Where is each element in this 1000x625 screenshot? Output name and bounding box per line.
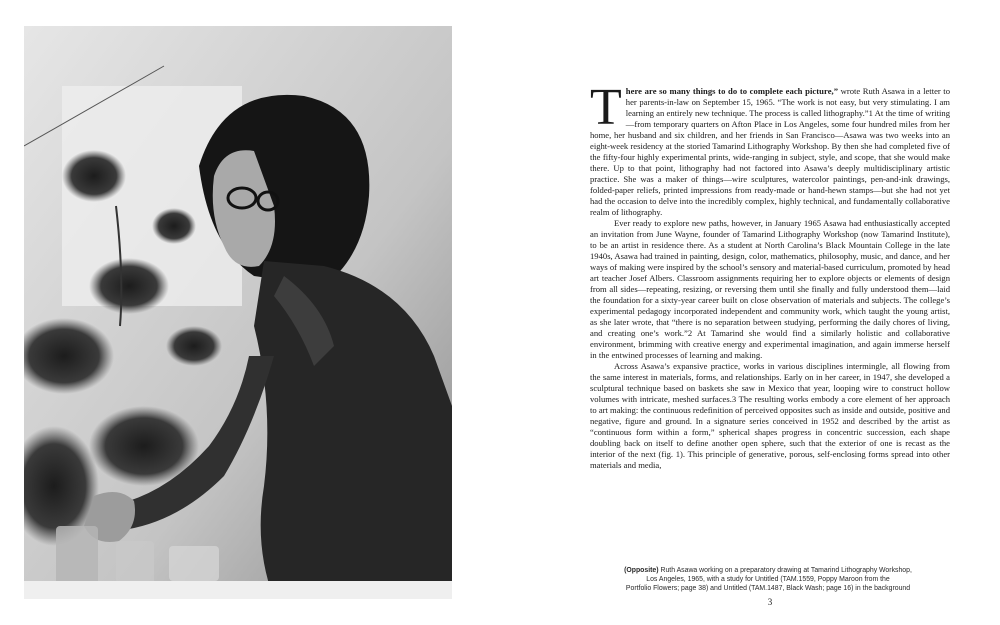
caption-label: (Opposite): [624, 567, 659, 574]
photo-illustration: [24, 26, 452, 599]
caption-line-2: Los Angeles, 1965, with a study for Untitled (TAM.1559, Poppy Maroon from the: [646, 576, 890, 583]
artist-photograph: [24, 26, 452, 599]
essay-body: [590, 79, 950, 471]
caption-line-1: Ruth Asawa working on a preparatory drawing at Tamarind Lithography Workshop,: [658, 567, 912, 574]
page-number: 3: [767, 597, 773, 607]
body-text-column: [590, 79, 950, 471]
paragraph-1-text: wrote Ruth Asawa in a letter to her parents-in-law on September 15, 1965. “The work is not easy, but very stimulating. I am learning an entirely new technique. The process is called lithography.”1 At the time of writing—from temporary quarters on Afton Place in Los Angeles, some four hundred miles from her home, her husband and six children, and her friends in San Francisco—Asawa was two weeks into an eight-week residency at the storied Tamarind Lithography Workshop. By then she had completed five of the fifty-four highly experimental prints, wide-ranging in subject, style, and scope, that she would make there. Up to that point, lithography had not factored into Asawa’s deeply multidisciplinary artistic practice. She was a maker of things—wire sculptures, watercolor paintings, pen-and-ink drawings, folded-paper reliefs, printed impressions from ready-made or hand-hewn stamps—but she had not yet had the occasion to delve into the incredibly complex, highly technical, and fundamentally collaborative realm of lithography.: [590, 86, 950, 217]
photo-caption: [586, 566, 950, 593]
lead-in: here are so many things to do to complete each picture,”: [625, 86, 839, 96]
paragraph-2: Ever ready to explore new paths, however, in January 1965 Asawa had enthusiastically accepted an invitation from June Wayne, founder of Tamarind Lithography Workshop (now Tamarind Institute), to be an artist in residence there. As a student at North Carolina’s Black Mountain College in the late 1940s, Asawa had trained in painting, design, color, mathematics, philosophy, music, and dance, and her ways of making were inspired by the school’s sensory and material-based curriculum, promoted by head art teacher Josef Albers. Classroom assignments requiring her to explore objects or elements of design from all sides—repeating, resizing, or reversing them until she finally and fully understood them—laid the foundation for a sixty-year career built on close observation of materials and subjects. The college’s experimental pedagogy incorporated independent and community work, which taught the young artist, as she later wrote, that “there is no separation between studying, performing the daily chores of living, and creating one’s work.”2 At Tamarind she would find a similarly holistic and collaborative environment, brimming with creative energy and experimental imagination, and again immerse herself in the entwined processes of learning and making.: [590, 218, 950, 360]
caption-line-3: Portfolio Flowers; page 38) and Untitled (TAM.1487, Black Wash; page 16) in the background: [625, 585, 911, 592]
drop-cap: T: [590, 79, 622, 136]
paragraph-1: [590, 79, 950, 218]
paragraph-3: Across Asawa’s expansive practice, works in various disciplines intermingle, all flowing from the same interest in materials, forms, and relationships. Early on in her career, in 1947, she developed a sculptural technique based on baskets she saw in Mexico that year, looping wire to construct hollow volumes with intricate, meshed surfaces.3 The resulting works embody a core element of her approach to art making: the continuous redefinition of perceived opposites such as inside and outside, positive and negative, figure and ground. In a signature series conceived in 1952 and described by the artist as “continuous form within a form,” spherical shapes progress in concentric succession, each shape doubling back on itself to define another open sphere, such that the exterior of one is recast as the interior of the next (fig. 1). This principle of generative, porous, self-enclosing forms spread into other materials and media,: [590, 361, 950, 470]
